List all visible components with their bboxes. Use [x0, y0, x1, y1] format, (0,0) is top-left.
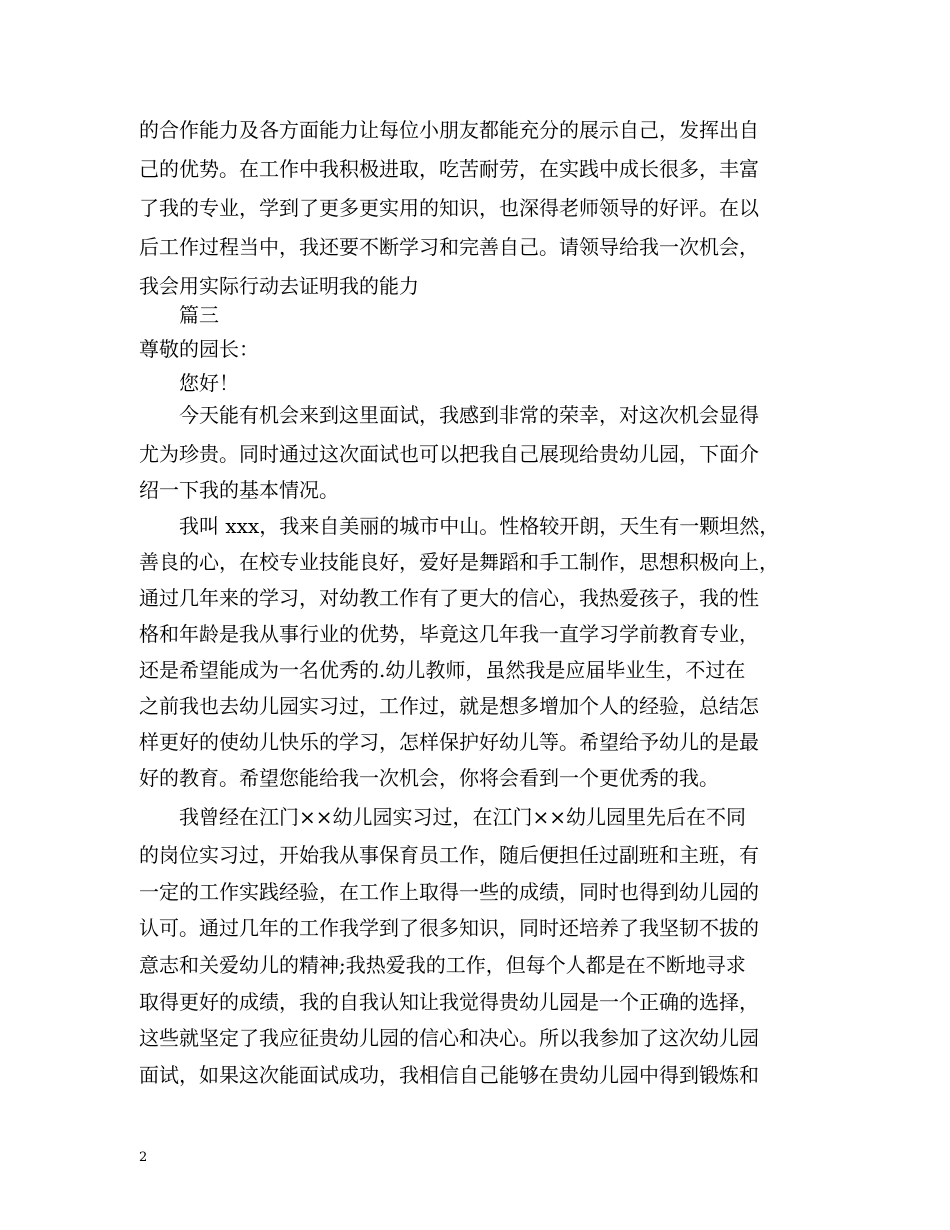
text-line: 面试，如果这次能面试成功，我相信自己能够在贵幼儿园中得到锻炼和 [139, 1063, 759, 1087]
text-line: 一定的工作实践经验，在工作上取得一些的成绩，同时也得到幼儿园的 [139, 880, 759, 904]
page-number: 2 [139, 1150, 148, 1165]
text-line: 后工作过程当中，我还要不断学习和完善自己。请领导给我一次机会， [139, 235, 759, 259]
text-line: 还是希望能成为一名优秀的.幼儿教师，虽然我是应届毕业生，不过在 [139, 658, 746, 682]
text-line: 通过几年来的学习，对幼教工作有了更大的信心，我热爱孩子，我的性 [139, 586, 759, 610]
section-heading: 篇三 [179, 303, 219, 327]
text-line: 之前我也去幼儿园实习过，工作过，就是想多增加个人的经验，总结怎 [139, 694, 759, 718]
text-line: 尤为珍贵。同时通过这次面试也可以把我自己展现给贵幼儿园，下面介 [139, 442, 759, 466]
text-line: 善良的心，在校专业技能良好，爱好是舞蹈和手工制作，思想积极向上， [139, 550, 779, 574]
text-line: 这些就坚定了我应征贵幼儿园的信心和决心。所以我参加了这次幼儿园 [139, 1026, 759, 1050]
text-line: 意志和关爱幼儿的精神;我热爱我的工作，但每个人都是在不断地寻求 [139, 953, 746, 977]
text-line: 己的优势。在工作中我积极进取，吃苦耐劳，在实践中成长很多，丰富 [139, 157, 759, 181]
text-line: 认可。通过几年的工作我学到了很多知识，同时还培养了我坚韧不拔的 [139, 916, 759, 940]
text-line: 好的教育。希望您能给我一次机会，你将会看到一个更优秀的我。 [139, 766, 719, 790]
text-line: 样更好的使幼儿快乐的学习，怎样保护好幼儿等。希望给予幼儿的是最 [139, 730, 759, 754]
text-line: 的岗位实习过，开始我从事保育员工作，随后便担任过副班和主班，有 [139, 843, 759, 867]
text-line: 我叫 xxx，我来自美丽的城市中山。性格较开朗，天生有一颗坦然， [179, 514, 780, 538]
text-line: 取得更好的成绩，我的自我认知让我觉得贵幼儿园是一个正确的选择， [139, 990, 759, 1014]
text-line: 的合作能力及各方面能力让每位小朋友都能充分的展示自己，发挥出自 [139, 118, 759, 142]
text-line: 我会用实际行动去证明我的能力 [139, 274, 419, 298]
greeting: 您好！ [179, 371, 239, 395]
text-line: 了我的专业，学到了更多更实用的知识，也深得老师领导的好评。在以 [139, 196, 759, 220]
text-line: 今天能有机会来到这里面试，我感到非常的荣幸，对这次机会显得 [179, 403, 759, 427]
text-line: 格和年龄是我从事行业的优势，毕竟这几年我一直学习学前教育专业， [139, 622, 759, 646]
salutation: 尊敬的园长： [139, 337, 259, 361]
text-line: 绍一下我的基本情况。 [139, 478, 339, 502]
text-line: 我曾经在江门××幼儿园实习过，在江门××幼儿园里先后在不同 [179, 805, 747, 829]
